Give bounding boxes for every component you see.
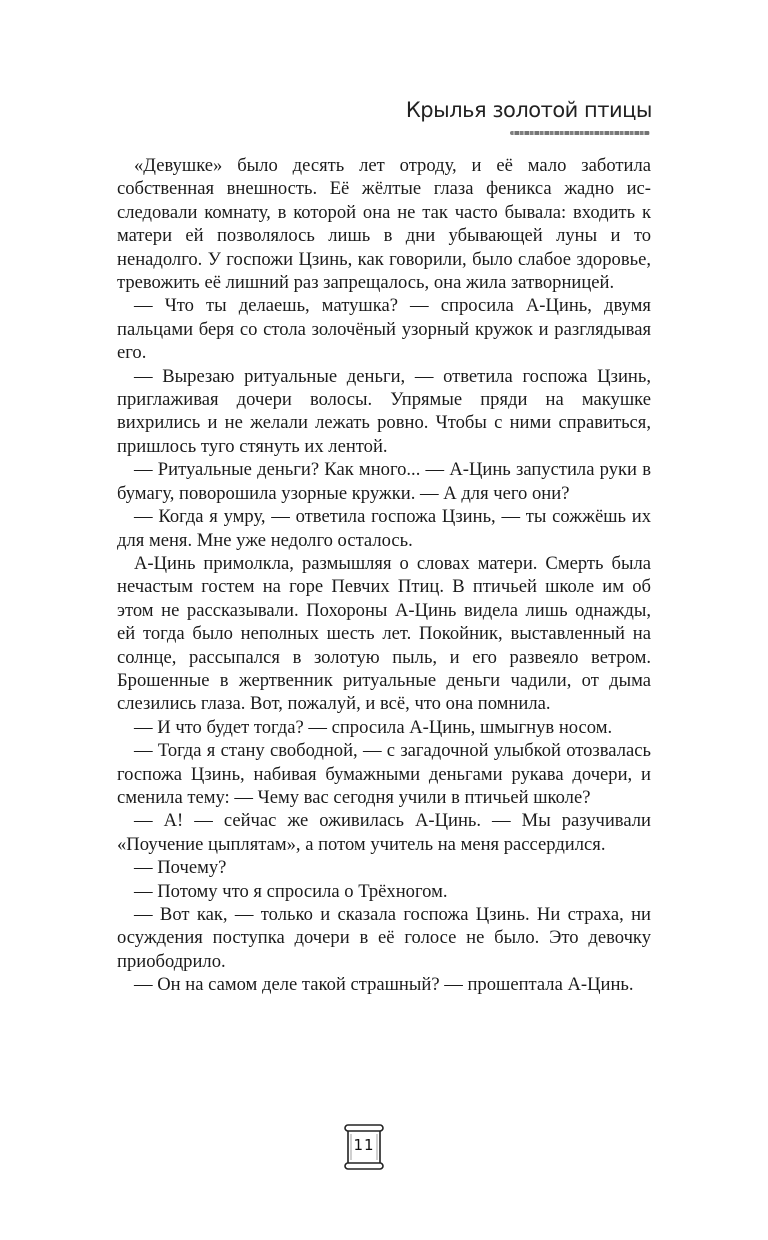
paragraph: — Вырезаю ритуальные деньги, — ответила госпожа Цзинь, приглаживая дочери волосы. Упрямые пряди на макушке вихрились и не желали лежать ровно. Чтобы с ними справиться, пришлось туго стянуть их лентой. xyxy=(117,365,651,457)
paragraph: — А! — сейчас же оживилась А-Цинь. — Мы разучивали «Поучение цыплятам», а потом учитель на меня рассердился. xyxy=(117,810,651,855)
paragraph: «Девушке» было десять лет отроду, и её мало заботила собственная внешность. Её жёлтые глаза феникса жадно исследовали комнату, в которой она не так часто бывала: входить к матери ей позволялось лишь в дни убывающей луны и то ненадолго. У госпожи Цзинь, как говорили, было слабое здоровье, тревожить её лишний раз запрещалось, она жила затворницей. xyxy=(117,155,651,294)
paragraph: — Почему? xyxy=(134,857,227,879)
paragraph: — Вот как, — только и сказала госпожа Цзинь. Ни страха, ни осуждения поступка дочери в её голосе не было. Это девочку приободрило. xyxy=(117,904,651,972)
paragraph: — Что ты делаешь, матушка? — спросила А-Цинь, двумя пальцами беря со стола золочёный узорный кружок и разглядывая его. xyxy=(117,295,651,364)
body-text xyxy=(117,154,651,997)
paragraph: — И что будет тогда? — спросила А-Цинь, шмыгнув носом. xyxy=(134,716,613,738)
running-head-rule xyxy=(510,131,650,135)
paragraph: — Когда я умру, — ответила госпожа Цзинь, — ты сожжёшь их для меня. Мне уже недолго осталось. xyxy=(117,506,651,551)
paragraph: — Потому что я спросила о Трёхногом. xyxy=(134,880,448,902)
page-number: 11 xyxy=(353,1136,375,1154)
paragraph: А-Цинь примолкла, размышляя о словах матери. Смерть была нечастым гостем на горе Певчих Птиц. В птичьей школе им об этом не рассказывали. Похороны А-Цинь видела лишь однажды, ей тогда было неполных шесть лет. Покойник, выставленный на солнце, рассыпался в золотую пыль, и его развеяло ветром. Брошенные в жертвенник ритуальные деньги чадили, от дыма слезились глаза. Вот, пожалуй, и всё, что она помнила. xyxy=(117,552,651,715)
page-folio xyxy=(342,1123,386,1171)
paragraph: — Он на самом деле такой страшный? — прошептала А-Цинь. xyxy=(134,974,634,996)
paragraph: — Тогда я стану свободной, — с загадочной улыбкой отозвалась госпожа Цзинь, набивая бумажными деньгами рукава дочери, и сменила тему: — Чему вас сегодня учили в птичьей школе? xyxy=(117,740,651,808)
running-head: Крылья золотой птицы xyxy=(405,98,652,122)
paragraph: — Ритуальные деньги? Как много... — А-Цинь запустила руки в бумагу, поворошила узорные кружки. — А для чего они? xyxy=(117,459,651,504)
